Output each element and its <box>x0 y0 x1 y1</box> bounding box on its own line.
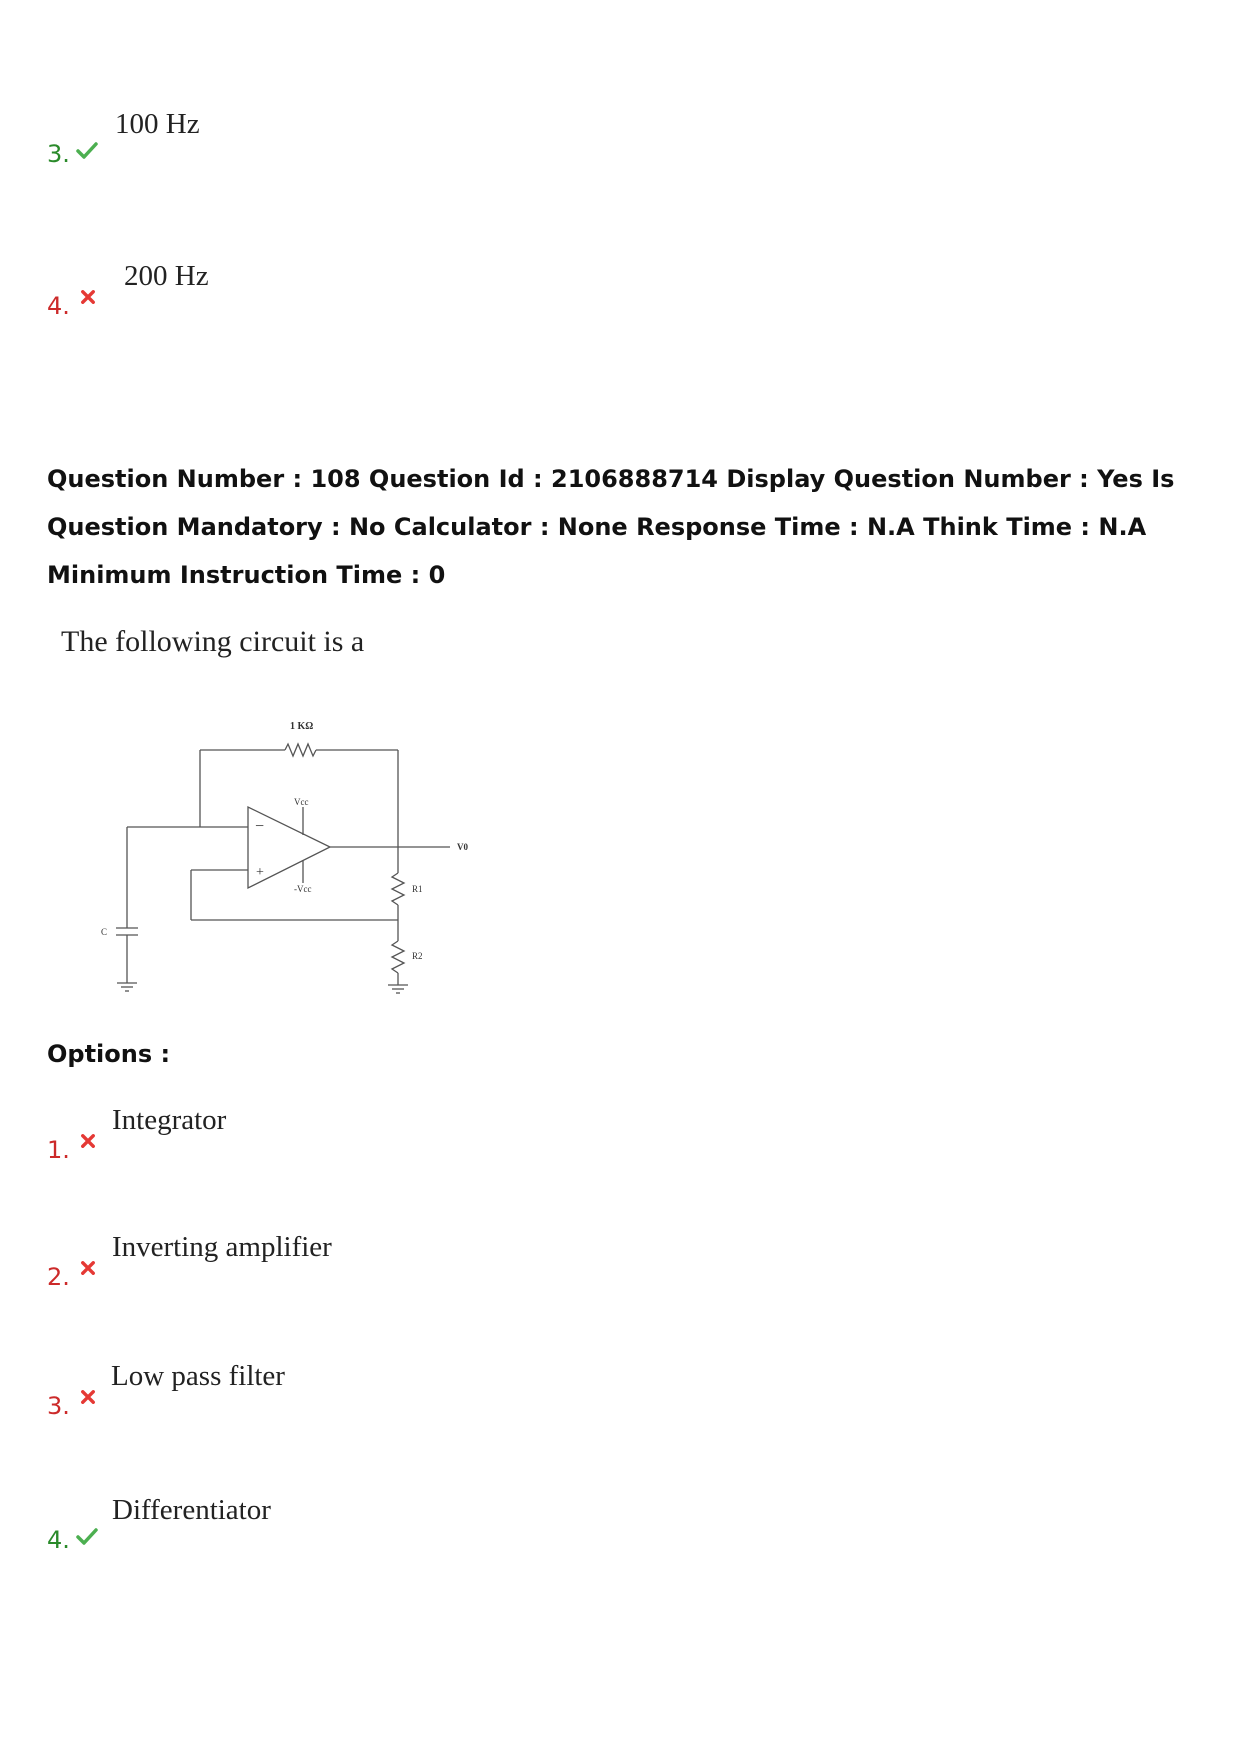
option-number: 4. <box>47 1526 70 1554</box>
question-text: The following circuit is a <box>61 625 365 658</box>
option-text: Differentiator <box>112 1494 271 1526</box>
r2-label: R2 <box>412 951 423 961</box>
capacitor-label: C <box>101 927 108 937</box>
option-4 <box>47 1494 647 1554</box>
r1-label: R1 <box>412 884 423 894</box>
option-number: 3. <box>47 1392 70 1420</box>
cross-icon <box>79 1132 97 1150</box>
feedback-resistor-label: 1 KΩ <box>290 721 314 732</box>
neg-vcc-label: -Vcc <box>294 884 312 894</box>
circuit-diagram <box>95 715 495 1005</box>
option-number: 2. <box>47 1263 70 1291</box>
check-icon <box>75 138 99 162</box>
option-number: 4. <box>47 292 70 320</box>
question-header: Question Number : 108 Question Id : 2106888714 Display Question Number : Yes Is Question Mandatory : No Calculator : None Response Time : N.A Think Time : N.A Minimum Instruction Time : 0 <box>47 465 1175 589</box>
option-1 <box>47 1104 647 1164</box>
option-text: Integrator <box>112 1104 227 1136</box>
option-2 <box>47 1231 647 1291</box>
check-icon <box>75 1524 99 1548</box>
option-number: 1. <box>47 1136 70 1164</box>
option-text: 100 Hz <box>115 108 200 140</box>
minus-sign: − <box>255 818 265 835</box>
options-label: Options : <box>47 1040 171 1068</box>
cross-icon <box>79 1388 97 1406</box>
option-3 <box>47 1360 647 1420</box>
option-text: 200 Hz <box>124 260 209 292</box>
option-text: Inverting amplifier <box>112 1231 332 1263</box>
output-label: V0 <box>457 842 468 852</box>
prev-option-3 <box>47 108 647 168</box>
option-number: 3. <box>47 140 70 168</box>
cross-icon <box>79 1259 97 1277</box>
cross-icon <box>79 288 97 306</box>
prev-option-4 <box>47 260 647 320</box>
option-text: Low pass filter <box>111 1360 285 1392</box>
vcc-label: Vcc <box>294 797 309 807</box>
plus-sign: + <box>256 865 264 880</box>
